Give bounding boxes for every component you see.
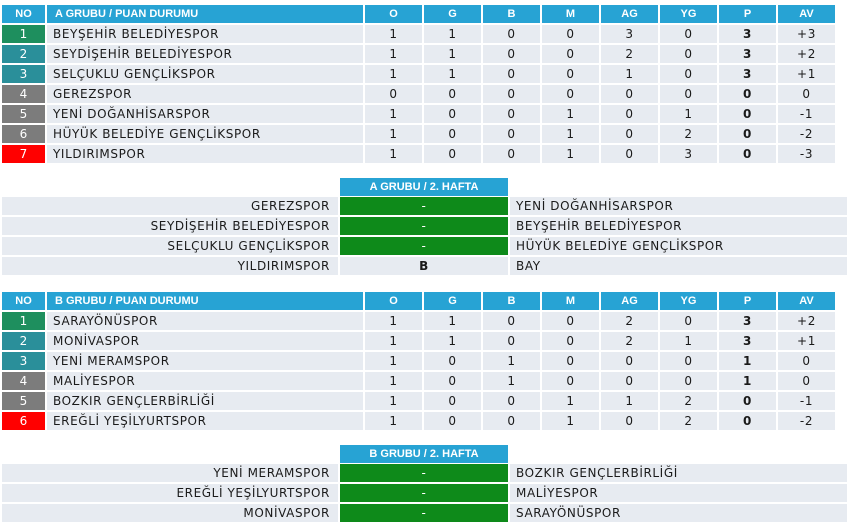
standings-row	[2, 145, 848, 163]
stat-p: 0	[719, 125, 776, 143]
stat-o: 1	[365, 372, 422, 390]
rank-badge: 5	[2, 392, 45, 410]
rank-badge: 5	[2, 105, 45, 123]
group-a-title: A GRUBU / PUAN DURUMU	[47, 5, 363, 23]
stat-ag: 0	[601, 372, 658, 390]
stat-av: 0	[778, 372, 835, 390]
stat-yg: 0	[660, 85, 717, 103]
team-name: BOZKIR GENÇLERBİRLİĞİ	[47, 392, 363, 410]
stat-m: 0	[542, 45, 599, 63]
stat-g: 0	[424, 352, 481, 370]
group-a-header-row	[2, 5, 848, 23]
stat-m: 0	[542, 85, 599, 103]
col-yg-header: YG	[660, 292, 717, 310]
col-m-header: M	[542, 5, 599, 23]
stat-b: 0	[483, 312, 540, 330]
team-name: YILDIRIMSPOR	[47, 145, 363, 163]
standings-row	[2, 352, 848, 370]
stat-g: 1	[424, 45, 481, 63]
stat-b: 0	[483, 85, 540, 103]
stat-ag: 2	[601, 312, 658, 330]
stat-av: +1	[778, 332, 835, 350]
stat-g: 0	[424, 145, 481, 163]
stat-ag: 0	[601, 352, 658, 370]
stat-o: 1	[365, 352, 422, 370]
stat-av: -1	[778, 105, 835, 123]
standings-row	[2, 332, 848, 350]
col-g-header: G	[424, 5, 481, 23]
stat-m: 1	[542, 125, 599, 143]
standings-row	[2, 85, 848, 103]
rank-badge: 6	[2, 125, 45, 143]
stat-b: 0	[483, 65, 540, 83]
col-b-header: B	[483, 292, 540, 310]
stat-yg: 2	[660, 125, 717, 143]
stat-p: 3	[719, 312, 776, 330]
team-name: MALİYESPOR	[47, 372, 363, 390]
fixture-row	[2, 197, 847, 215]
stat-p: 0	[719, 392, 776, 410]
stat-m: 1	[542, 392, 599, 410]
stat-av: -2	[778, 125, 835, 143]
away-team: SARAYÖNÜSPOR	[510, 504, 847, 522]
team-name: YENİ MERAMSPOR	[47, 352, 363, 370]
stat-ag: 2	[601, 332, 658, 350]
stat-ag: 0	[601, 85, 658, 103]
standings-row	[2, 312, 848, 330]
stat-ag: 0	[601, 105, 658, 123]
standings-row	[2, 125, 848, 143]
col-g-header: G	[424, 292, 481, 310]
stat-yg: 0	[660, 45, 717, 63]
stat-av: +1	[778, 65, 835, 83]
stat-yg: 2	[660, 412, 717, 430]
home-team: SEYDİŞEHİR BELEDİYESPOR	[2, 217, 338, 235]
stat-o: 1	[365, 65, 422, 83]
stat-o: 0	[365, 85, 422, 103]
fixture-row	[2, 257, 847, 275]
home-team: SELÇUKLU GENÇLİKSPOR	[2, 237, 338, 255]
stat-o: 1	[365, 25, 422, 43]
rank-badge: 4	[2, 85, 45, 103]
fixture-row	[2, 237, 847, 255]
stat-p: 0	[719, 145, 776, 163]
stat-g: 0	[424, 125, 481, 143]
match-score: -	[340, 237, 508, 255]
stat-av: -2	[778, 412, 835, 430]
home-team: GEREZSPOR	[2, 197, 338, 215]
stat-yg: 1	[660, 332, 717, 350]
stat-ag: 0	[601, 412, 658, 430]
stat-ag: 1	[601, 392, 658, 410]
col-no-header: NO	[2, 292, 45, 310]
stat-p: 1	[719, 372, 776, 390]
standings-row	[2, 25, 848, 43]
away-team: BOZKIR GENÇLERBİRLİĞİ	[510, 464, 847, 482]
team-name: YENİ DOĞANHİSARSPOR	[47, 105, 363, 123]
stat-o: 1	[365, 105, 422, 123]
home-team: YILDIRIMSPOR	[2, 257, 338, 275]
stat-m: 1	[542, 145, 599, 163]
rank-badge: 6	[2, 412, 45, 430]
home-team: MONİVASPOR	[2, 504, 338, 522]
home-team: YENİ MERAMSPOR	[2, 464, 338, 482]
stat-m: 0	[542, 312, 599, 330]
stat-b: 0	[483, 145, 540, 163]
stat-av: -3	[778, 145, 835, 163]
rank-badge: 3	[2, 65, 45, 83]
stat-m: 1	[542, 412, 599, 430]
stat-g: 0	[424, 105, 481, 123]
stat-g: 0	[424, 85, 481, 103]
stat-yg: 0	[660, 372, 717, 390]
standings-row	[2, 392, 848, 410]
standings-row	[2, 45, 848, 63]
stat-o: 1	[365, 125, 422, 143]
fixture-row	[2, 504, 847, 522]
col-p-header: P	[719, 5, 776, 23]
col-av-header: AV	[778, 292, 835, 310]
team-name: HÜYÜK BELEDİYE GENÇLİKSPOR	[47, 125, 363, 143]
stat-p: 3	[719, 65, 776, 83]
standings-row	[2, 372, 848, 390]
away-team: BEYŞEHİR BELEDİYESPOR	[510, 217, 847, 235]
col-o-header: O	[365, 5, 422, 23]
rank-badge: 7	[2, 145, 45, 163]
team-name: EREĞLİ YEŞİLYURTSPOR	[47, 412, 363, 430]
fixtures-a-title: A GRUBU / 2. HAFTA	[340, 178, 508, 196]
stat-p: 0	[719, 105, 776, 123]
stat-p: 3	[719, 332, 776, 350]
stat-b: 0	[483, 105, 540, 123]
match-score: -	[340, 484, 508, 502]
away-team: BAY	[510, 257, 847, 275]
stat-ag: 3	[601, 25, 658, 43]
standings-row	[2, 65, 848, 83]
team-name: GEREZSPOR	[47, 85, 363, 103]
fixture-row	[2, 217, 847, 235]
col-o-header: O	[365, 292, 422, 310]
group-a-rows	[2, 25, 848, 163]
group-b-title: B GRUBU / PUAN DURUMU	[47, 292, 363, 310]
away-team: HÜYÜK BELEDİYE GENÇLİKSPOR	[510, 237, 847, 255]
stat-b: 1	[483, 352, 540, 370]
away-team: YENİ DOĞANHİSARSPOR	[510, 197, 847, 215]
standings-row	[2, 105, 848, 123]
stat-p: 1	[719, 352, 776, 370]
stat-av: 0	[778, 352, 835, 370]
fixture-row	[2, 484, 847, 502]
stat-av: +3	[778, 25, 835, 43]
stat-yg: 0	[660, 65, 717, 83]
match-score: B	[340, 257, 508, 275]
stat-ag: 2	[601, 45, 658, 63]
col-p-header: P	[719, 292, 776, 310]
stat-o: 1	[365, 412, 422, 430]
stat-m: 0	[542, 372, 599, 390]
stat-p: 0	[719, 412, 776, 430]
standings-row	[2, 412, 848, 430]
match-score: -	[340, 217, 508, 235]
stat-b: 0	[483, 392, 540, 410]
stat-m: 0	[542, 352, 599, 370]
stat-b: 0	[483, 125, 540, 143]
stat-b: 0	[483, 332, 540, 350]
rank-badge: 2	[2, 45, 45, 63]
stat-ag: 0	[601, 125, 658, 143]
match-score: -	[340, 464, 508, 482]
col-ag-header: AG	[601, 5, 658, 23]
col-b-header: B	[483, 5, 540, 23]
stat-g: 1	[424, 332, 481, 350]
stat-b: 0	[483, 412, 540, 430]
team-name: BEYŞEHİR BELEDİYESPOR	[47, 25, 363, 43]
stat-p: 3	[719, 25, 776, 43]
rank-badge: 1	[2, 312, 45, 330]
team-name: SARAYÖNÜSPOR	[47, 312, 363, 330]
stat-p: 0	[719, 85, 776, 103]
rank-badge: 4	[2, 372, 45, 390]
stat-o: 1	[365, 45, 422, 63]
stat-p: 3	[719, 45, 776, 63]
stat-av: -1	[778, 392, 835, 410]
stat-g: 1	[424, 312, 481, 330]
stat-o: 1	[365, 145, 422, 163]
stat-av: +2	[778, 45, 835, 63]
team-name: SEYDİŞEHİR BELEDİYESPOR	[47, 45, 363, 63]
stat-yg: 1	[660, 105, 717, 123]
stat-av: 0	[778, 85, 835, 103]
group-b-header-row	[2, 292, 848, 310]
stat-g: 0	[424, 412, 481, 430]
stat-m: 0	[542, 25, 599, 43]
stat-g: 1	[424, 65, 481, 83]
col-yg-header: YG	[660, 5, 717, 23]
rank-badge: 1	[2, 25, 45, 43]
match-score: -	[340, 504, 508, 522]
group-b-rows	[2, 312, 848, 430]
stat-m: 0	[542, 65, 599, 83]
stat-o: 1	[365, 392, 422, 410]
stat-o: 1	[365, 312, 422, 330]
stat-o: 1	[365, 332, 422, 350]
stat-m: 1	[542, 105, 599, 123]
rank-badge: 3	[2, 352, 45, 370]
home-team: EREĞLİ YEŞİLYURTSPOR	[2, 484, 338, 502]
stat-yg: 0	[660, 25, 717, 43]
away-team: MALİYESPOR	[510, 484, 847, 502]
stat-m: 0	[542, 332, 599, 350]
stat-ag: 1	[601, 65, 658, 83]
team-name: SELÇUKLU GENÇLİKSPOR	[47, 65, 363, 83]
col-av-header: AV	[778, 5, 835, 23]
stat-b: 0	[483, 45, 540, 63]
fixtures-b-title: B GRUBU / 2. HAFTA	[340, 445, 508, 463]
stat-yg: 2	[660, 392, 717, 410]
stat-g: 0	[424, 392, 481, 410]
group-a-standings	[2, 5, 848, 163]
stat-b: 1	[483, 372, 540, 390]
stat-av: +2	[778, 312, 835, 330]
match-score: -	[340, 197, 508, 215]
stat-yg: 0	[660, 352, 717, 370]
stat-yg: 0	[660, 312, 717, 330]
col-m-header: M	[542, 292, 599, 310]
stat-yg: 3	[660, 145, 717, 163]
stat-g: 0	[424, 372, 481, 390]
col-ag-header: AG	[601, 292, 658, 310]
stat-g: 1	[424, 25, 481, 43]
stat-b: 0	[483, 25, 540, 43]
rank-badge: 2	[2, 332, 45, 350]
team-name: MONİVASPOR	[47, 332, 363, 350]
fixture-row	[2, 464, 847, 482]
stat-ag: 0	[601, 145, 658, 163]
group-b-standings	[2, 292, 848, 430]
col-no-header: NO	[2, 5, 45, 23]
